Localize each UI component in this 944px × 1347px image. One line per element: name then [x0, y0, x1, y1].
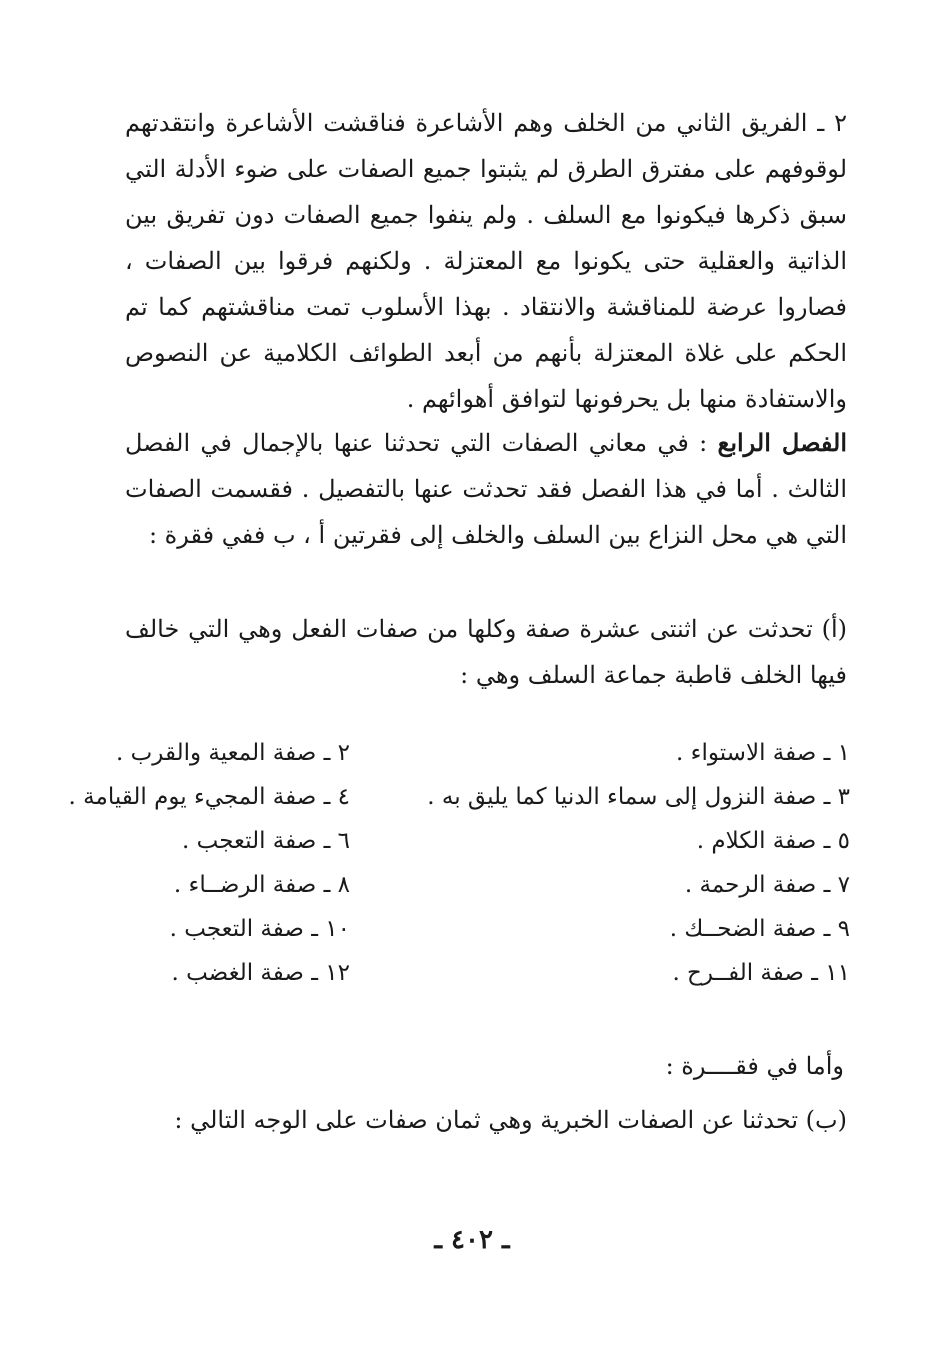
- list-item: ٥ ـ صفة الكلام .: [696, 828, 850, 854]
- paragraph-section-b: (ب) تحدثنا عن الصفات الخبرية وهي ثمان صفات على الوجه التالي :: [174, 1106, 847, 1134]
- list-item: ١٢ ـ صفة الغضب .: [171, 960, 350, 986]
- list-item: ١ ـ صفة الاستواء .: [676, 740, 850, 766]
- list-item: ٩ ـ صفة الضحــك .: [669, 916, 850, 942]
- list-item: ٨ ـ صفة الرضــاء .: [173, 872, 350, 898]
- list-item: ٤ ـ صفة المجيء يوم القيامة .: [68, 784, 350, 810]
- chapter-four-text: : في معاني الصفات التي تحدثنا عنها بالإجمال في الفصل الثالث . أما في هذا الفصل فقد تحدثت عنها بالتفصيل . فقسمت الصفات التي هي محل النزاع بين السلف والخلف إلى فقرتين أ ، ب ففي فقرة :: [125, 429, 847, 549]
- list-item: ٦ ـ صفة التعجب .: [181, 828, 350, 854]
- list-item: ٧ ـ صفة الرحمة .: [684, 872, 850, 898]
- page-number: ـ ٤٠٢ ـ: [434, 1225, 510, 1255]
- attributes-list: [60, 731, 850, 995]
- section-b-intro: وأما في فقــــرة :: [665, 1052, 844, 1080]
- list-item: ١١ ـ صفة الفــرح .: [672, 960, 850, 986]
- list-item: ٢ ـ صفة المعية والقرب .: [115, 740, 350, 766]
- chapter-four-heading: الفصل الرابع: [717, 428, 848, 457]
- paragraph-chapter-four: [125, 420, 847, 558]
- list-item: ١٠ ـ صفة التعجب .: [169, 916, 350, 942]
- paragraph-section-a: (أ) تحدثت عن اثنتى عشرة صفة وكلها من صفات الفعل وهي التي خالف فيها الخلف قاطبة جماعة السلف وهي :: [125, 615, 847, 689]
- list-item: ٣ ـ صفة النزول إلى سماء الدنيا كما يليق به .: [427, 784, 850, 810]
- paragraph-ashaira: ٢ ـ الفريق الثاني من الخلف وهم الأشاعرة فناقشت الأشاعرة وانتقدتهم لوقوفهم على مفترق الطرق لم يثبتوا جميع الصفات على ضوء الأدلة التي سبق ذكرها فيكونوا مع السلف . ولم ينفوا جميع الصفات دون تفريق بين الذاتية والعقلية حتى يكونوا مع المعتزلة . ولكنهم فرقوا بين الصفات ، فصاروا عرضة للمناقشة والانتقاد . بهذا الأسلوب تمت مناقشتهم كما تم الحكم على غلاة المعتزلة بأنهم من أبعد الطوائف الكلامية عن النصوص والاستفادة منها بل يحرفونها لتوافق أهوائهم .: [125, 109, 848, 413]
